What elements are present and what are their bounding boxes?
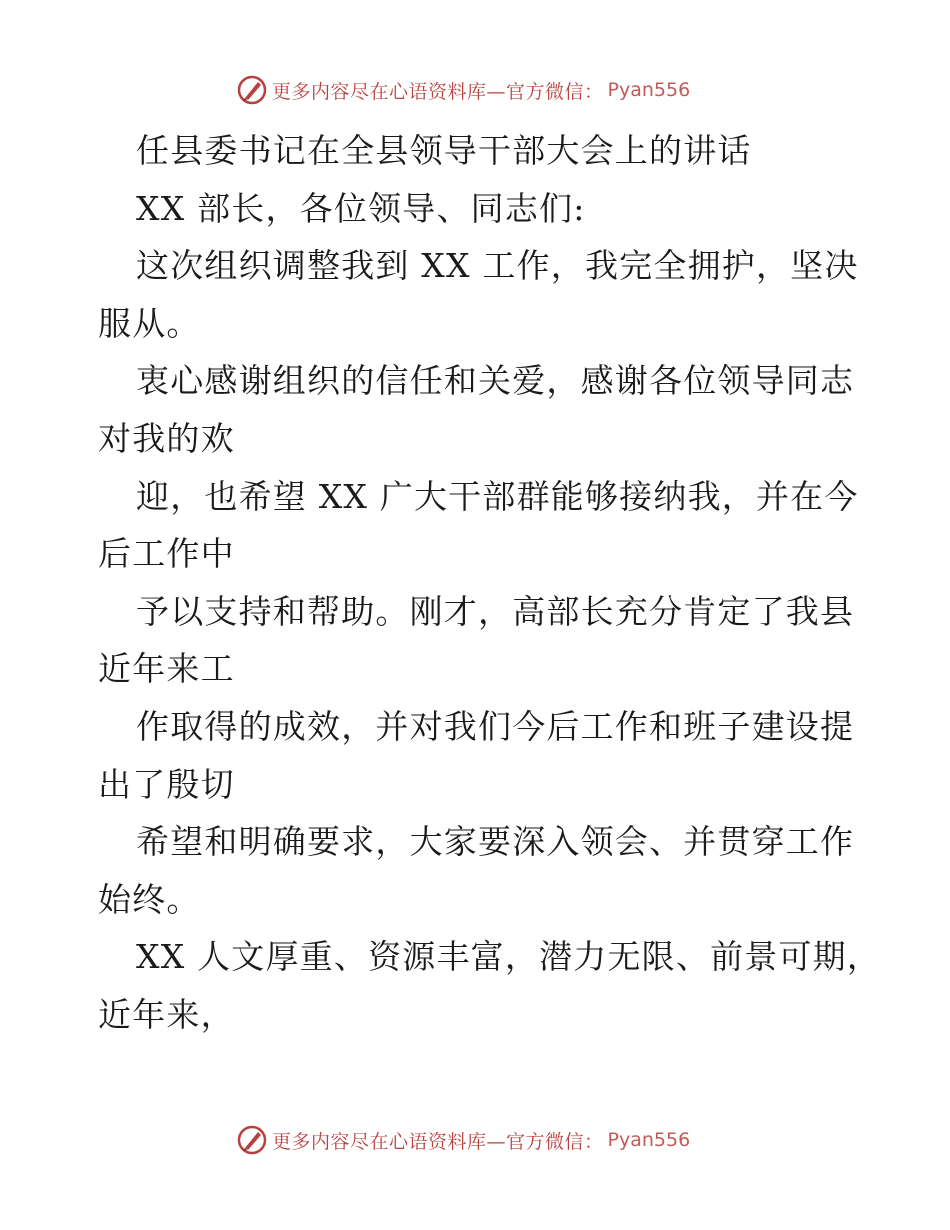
salutation: XX 部长，各位领导、同志们: — [136, 188, 586, 228]
watermark-text: 更多内容尽在心语资料库—官方微信： — [272, 1130, 604, 1153]
paragraph-line: XX 人文厚重、资源丰富，潜力无限、前景可期， — [136, 937, 882, 977]
document-body — [98, 122, 882, 1044]
paragraph-line: 作取得的成效，并对我们今后工作和班子建设提 — [136, 706, 855, 746]
paragraph-line: 迎，也希望 XX 广大干部群能够接纳我，并在今 — [136, 476, 859, 516]
document-title: 任县委书记在全县领导干部大会上的讲话 — [136, 131, 752, 170]
paragraph-line: 始终。 — [98, 879, 201, 919]
watermark-banner-bottom — [236, 1122, 690, 1158]
quill-pen-icon — [236, 1124, 268, 1156]
paragraph-line: 予以支持和帮助。刚才，高部长充分肯定了我县 — [136, 591, 855, 631]
watermark-contact: Pyan556 — [607, 1129, 691, 1151]
paragraph-line: 出了殷切 — [98, 764, 235, 804]
quill-pen-icon — [236, 74, 268, 106]
paragraph-line: 对我的欢 — [98, 418, 235, 458]
paragraph-line: 后工作中 — [98, 534, 235, 574]
paragraph-line: 希望和明确要求，大家要深入领会、并贯穿工作 — [136, 822, 855, 862]
paragraph-line: 这次组织调整我到 XX 工作，我完全拥护，坚决 — [136, 246, 859, 286]
paragraph-line: 衷心感谢组织的信任和关爱，感谢各位领导同志 — [136, 361, 855, 401]
watermark-banner-top — [236, 72, 690, 108]
watermark-text: 更多内容尽在心语资料库—官方微信： — [272, 80, 604, 103]
paragraph-line: 服从。 — [98, 303, 201, 343]
paragraph-line: 近年来工 — [98, 649, 235, 689]
watermark-contact: Pyan556 — [607, 79, 691, 101]
paragraph-line: 近年来， — [98, 994, 235, 1034]
